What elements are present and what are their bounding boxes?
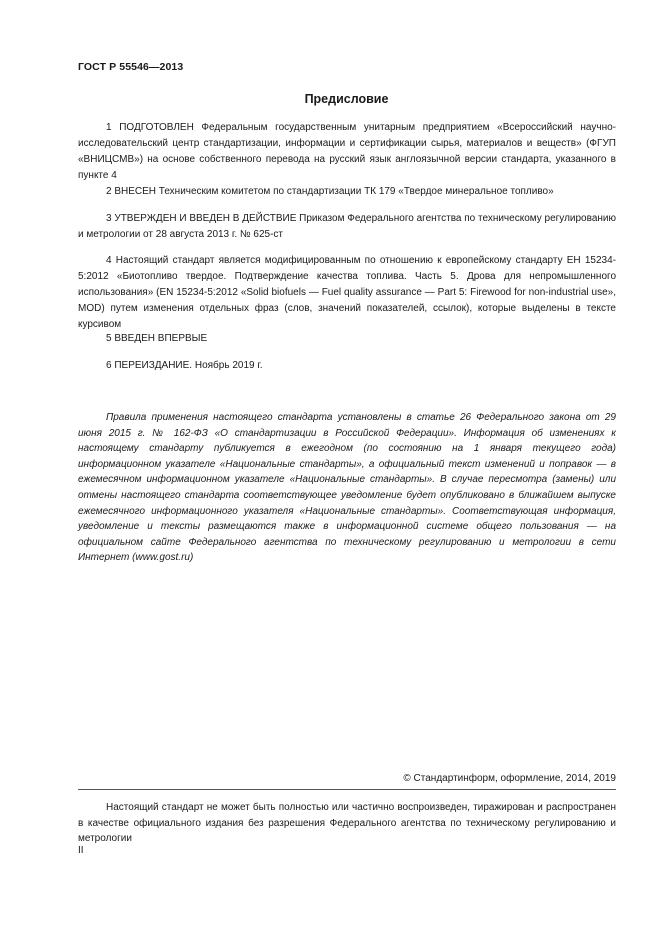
- foreword-item-6: 6 ПЕРЕИЗДАНИЕ. Ноябрь 2019 г.: [106, 360, 263, 371]
- foreword-item-2: 2 ВНЕСЕН Техническим комитетом по стандартизации ТК 179 «Твердое минеральное топливо»: [106, 186, 554, 197]
- standard-code: ГОСТ Р 55546—2013: [78, 61, 184, 73]
- application-rules-note: Правила применения настоящего стандарта установлены в статье 26 Федерального закона от 29 июня 2015 г. № 162-ФЗ «О стандартизации в Российской Федерации». Информация об изменениях к настоящему стандарту публикуется в ежегодном (по состоянию на 1 января текущего года) информационном указателе «Национальные стандарты», а официальный текст изменений и поправок — в ежемесячном информационном указателе «Национальные стандарты». В случае пересмотра (замены) или отмены настоящего стандарта соответствующее уведомление будет опубликовано в ближайшем выпуске ежемесячного информационного указателя «Национальные стандарты». Соответствующая информация, уведомление и тексты размещаются также в информационной системе общего пользования — на официальном сайте Федерального агентства по техническому регулированию и метрологии в сети Интернет (www.gost.ru): [78, 412, 616, 564]
- foreword-item-1: 1 ПОДГОТОВЛЕН Федеральным государственным унитарным предприятием «Всероссийский научно-исследовательский центр стандартизации, информации и сертификации сырья, материалов и веществ» (ФГУП «ВНИЦСМВ») на основе собственного перевода на русский язык англоязычной версии стандарта, указанного в пункте 4: [78, 122, 616, 181]
- copyright-line: © Стандартинформ, оформление, 2014, 2019: [403, 773, 616, 784]
- page-number: II: [78, 845, 84, 856]
- page-title: Предисловие: [304, 92, 389, 106]
- foreword-item-3: 3 УТВЕРЖДЕН И ВВЕДЕН В ДЕЙСТВИЕ Приказом Федерального агентства по техническому регулированию и метрологии от 28 августа 2013 г. № 625-ст: [78, 213, 616, 240]
- foreword-item-4: 4 Настоящий стандарт является модифицированным по отношению к европейскому стандарту ЕН 15234-5:2012 «Биотопливо твердое. Подтверждение качества топлива. Часть 5. Дрова для непромышленного использования» (EN 15234-5:2012 «Solid biofuels — Fuel quality assurance — Part 5: Firewood for non-industrial use», MOD) путем изменения отдельных фраз (слов, значений показателей, ссылок), которые выделены в тексте курсивом: [78, 255, 616, 330]
- reproduction-notice: Настоящий стандарт не может быть полностью или частично воспроизведен, тиражирован и распространен в качестве официального издания без разрешения Федерального агентства по техническому регулированию и метрологии: [78, 802, 616, 845]
- foreword-item-5: 5 ВВЕДЕН ВПЕРВЫЕ: [106, 333, 208, 344]
- divider: [78, 789, 616, 790]
